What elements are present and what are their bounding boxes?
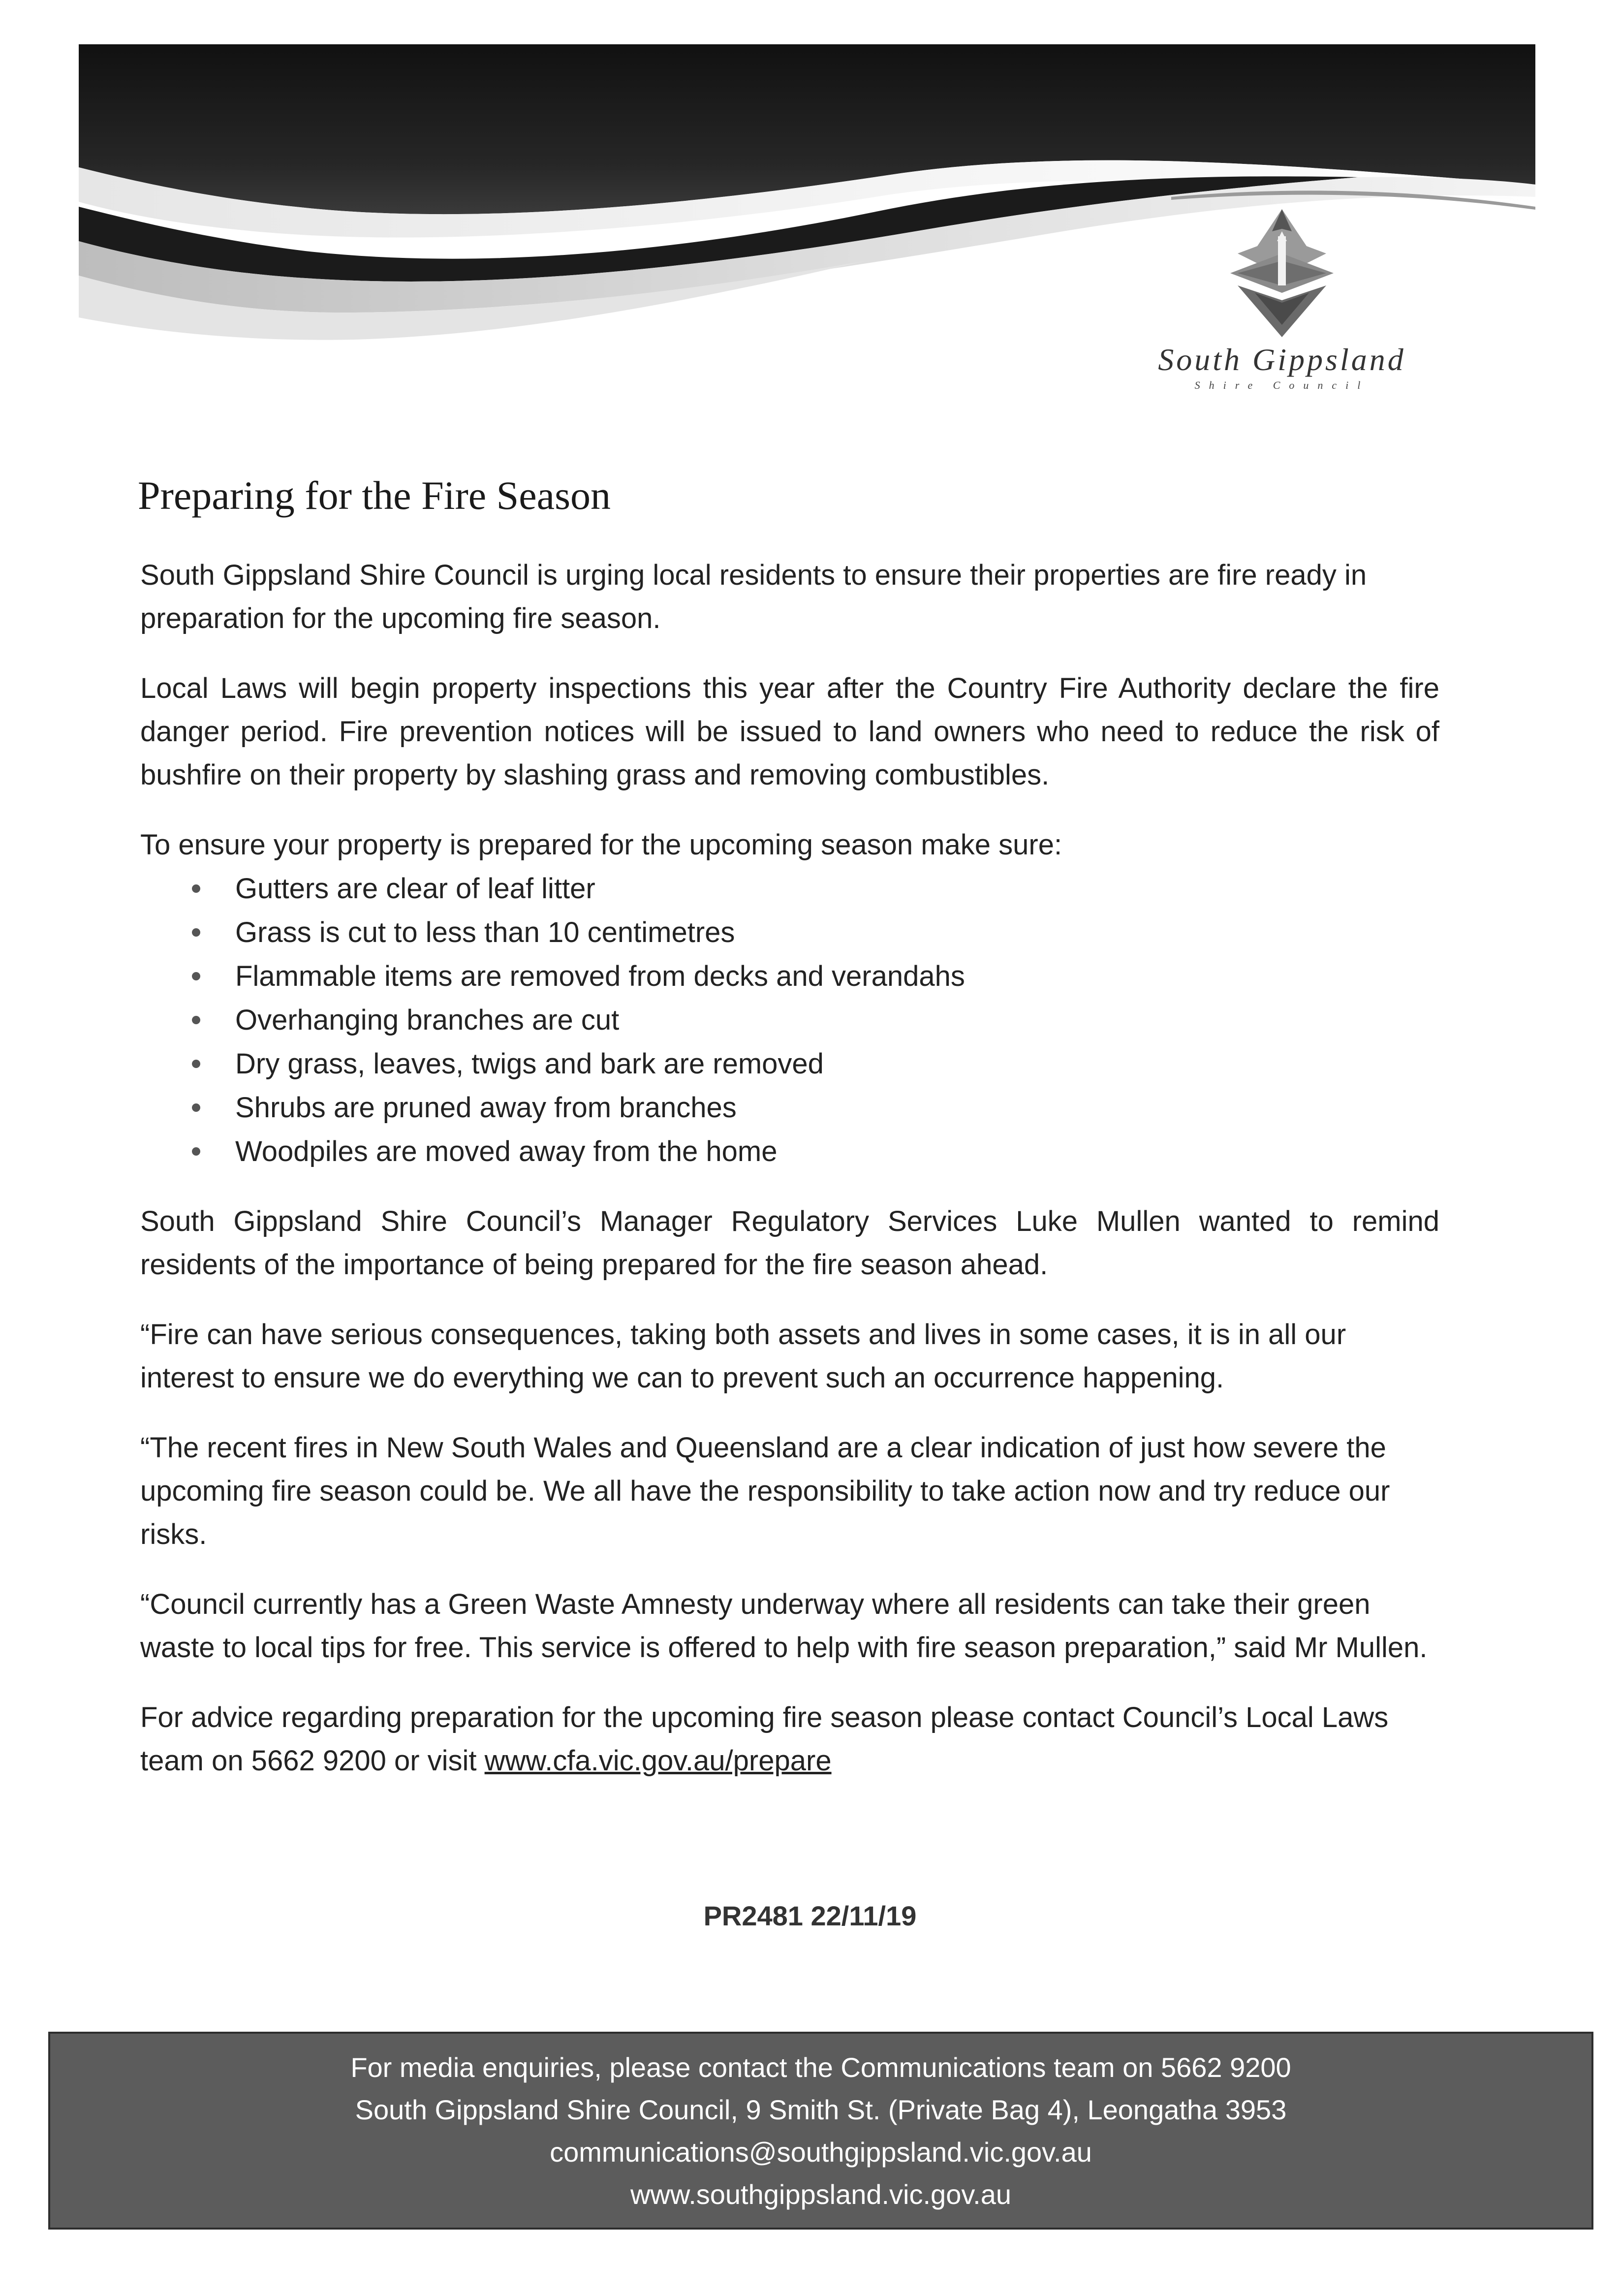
- council-emblem-icon: [1208, 207, 1356, 340]
- cfa-prepare-link[interactable]: www.cfa.vic.gov.au/prepare: [484, 1745, 832, 1777]
- footer-website[interactable]: www.southgippsland.vic.gov.au: [630, 2179, 1012, 2210]
- council-logo: [1137, 207, 1427, 413]
- list-item: [192, 1042, 1439, 1086]
- list-intro: To ensure your property is prepared for the upcoming season make sure:: [140, 829, 1062, 861]
- page-title: Preparing for the Fire Season: [138, 473, 611, 518]
- logo-name: South Gippsland: [1158, 342, 1406, 377]
- list-item: [192, 998, 1439, 1042]
- press-release-reference: PR2481 22/11/19: [703, 1900, 917, 1931]
- list-item: [192, 867, 1439, 911]
- advice-text: For advice regarding preparation for the upcoming fire season please contact Council’s Local Laws team on 5662 9200 or visit: [140, 1701, 1389, 1777]
- list-item: [192, 1086, 1439, 1130]
- article-body: [140, 554, 1439, 1809]
- footer-line: South Gippsland Shire Council, 9 Smith St. (Private Bag 4), Leongatha 3953: [355, 2094, 1287, 2125]
- bullet-icon: [192, 884, 200, 893]
- list-item: [192, 911, 1439, 954]
- list-item-text: Woodpiles are moved away from the home: [235, 1135, 778, 1167]
- paragraph: South Gippsland Shire Council is urging local residents to ensure their properties are fire ready in preparation for the upcoming fire season.: [140, 559, 1367, 634]
- list-item-text: Shrubs are pruned away from branches: [235, 1092, 737, 1124]
- footer-email[interactable]: communications@southgippsland.vic.gov.au: [550, 2137, 1092, 2168]
- bullet-icon: [192, 928, 200, 937]
- list-item: [192, 954, 1439, 998]
- list-item: [192, 1130, 1439, 1173]
- quote-paragraph: “Fire can have serious consequences, taking both assets and lives in some cases, it is in all our interest to ensure we do everything we can to prevent such an occurrence happening.: [140, 1319, 1346, 1394]
- checklist: [140, 867, 1439, 1173]
- bullet-icon: [192, 1016, 200, 1024]
- bullet-icon: [192, 1103, 200, 1112]
- media-contact-footer: [48, 2032, 1593, 2230]
- list-item-text: Grass is cut to less than 10 centimetres: [235, 916, 735, 948]
- quote-paragraph: “Council currently has a Green Waste Amnesty underway where all residents can take their green waste to local tips for free. This service is offered to help with fire season preparation,” said Mr Mullen.: [140, 1588, 1428, 1664]
- list-item-text: Overhanging branches are cut: [235, 1004, 620, 1036]
- list-item-text: Dry grass, leaves, twigs and bark are removed: [235, 1048, 824, 1080]
- quote-paragraph: “The recent fires in New South Wales and Queensland are a clear indication of just how severe the upcoming fire season could be. We all have the responsibility to take action now and try reduce our risks.: [140, 1432, 1390, 1550]
- logo-subtitle: Shire Council: [1194, 379, 1370, 391]
- paragraph: South Gippsland Shire Council’s Manager Regulatory Services Luke Mullen wanted to remind residents of the importance of being prepared for the fire season ahead.: [140, 1205, 1439, 1281]
- bullet-icon: [192, 972, 200, 980]
- bullet-icon: [192, 1060, 200, 1068]
- footer-line: For media enquiries, please contact the Communications team on 5662 9200: [350, 2052, 1291, 2083]
- paragraph: Local Laws will begin property inspections this year after the Country Fire Authority declare the fire danger period. Fire prevention notices will be issued to land owners who need to reduce the risk of bushfire on their property by slashing grass and removing combustibles.: [140, 672, 1439, 791]
- bullet-icon: [192, 1147, 200, 1156]
- list-item-text: Flammable items are removed from decks and verandahs: [235, 960, 965, 992]
- list-item-text: Gutters are clear of leaf litter: [235, 873, 595, 905]
- advice-paragraph: [140, 1696, 1439, 1783]
